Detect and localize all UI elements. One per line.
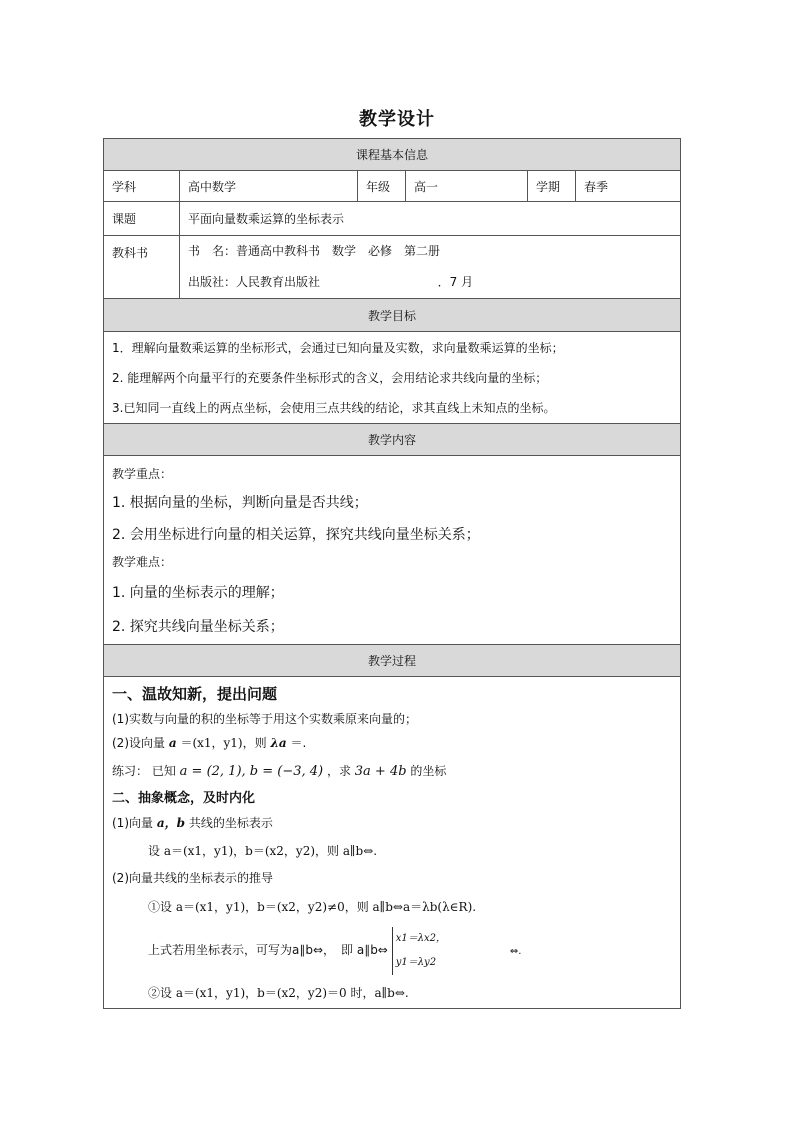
grade-value: 高一 [406, 171, 528, 202]
s1-line-1: (1)实数与向量的积的坐标等于用这个实数乘原来向量的； [112, 712, 418, 726]
textbook-title: 书 名：普通高中教科书 数学 必修 第二册 [188, 244, 441, 258]
vector-a: a [168, 736, 177, 750]
exercise-given-vectors: a = (2, 1), b = (−3, 4) [179, 764, 324, 779]
page-title: 教学设计 [359, 109, 435, 130]
s1-line-2-end: ＝. [290, 736, 307, 750]
s2-line-5-prefix: 上式若用坐标表示，可写为a∥b⇔， 即 a∥b⇔ [148, 943, 388, 957]
objective-item: 3.已知同一直线上的两点坐标，会使用三点共线的结论，求其直线上未知点的坐标。 [112, 400, 556, 415]
s1-line-2-prefix: (2)设向量 [112, 736, 165, 750]
s2-line-1-end: 共线的坐标表示 [188, 816, 273, 830]
equation-line-2: y1＝λy2 [395, 956, 437, 968]
exercise-line [112, 755, 672, 788]
equation-line-1: x1＝λx2， [395, 932, 447, 944]
topic-label: 课题 [104, 202, 180, 236]
exercise-end: 的坐标 [410, 764, 447, 778]
textbook-date: ．7 月 [437, 275, 474, 289]
s1-line-2 [112, 731, 672, 755]
objectives-header: 教学目标 [104, 299, 681, 332]
section-2-title: 二、抽象概念，及时内化 [112, 791, 256, 806]
grade-label: 年级 [358, 171, 406, 202]
s2-line-2: 设 a＝(x1，y1)，b＝(x2，y2)，则 a∥b⇔. [148, 844, 378, 858]
textbook-label: 教科书 [104, 236, 180, 299]
exercise-prefix: 练习： 已知 [112, 764, 176, 778]
s2-line-1 [112, 810, 672, 836]
objective-item: 1．理解向量数乘运算的坐标形式，会通过已知向量及实数，求向量数乘运算的坐标； [112, 340, 564, 355]
s2-line-5 [112, 924, 672, 978]
key-points-label: 教学重点： [112, 467, 173, 481]
difficult-point-item: 2. 探究共线向量坐标关系； [112, 619, 284, 635]
equation-system [392, 927, 446, 975]
s2-line-3: (2)向量共线的坐标表示的推导 [112, 871, 273, 885]
s2-line-4: ①设 a＝(x1，y1)，b＝(x2，y2)≠0，则 a∥b⇔a＝λb(λ∈R). [148, 900, 477, 914]
term-value: 春季 [576, 171, 681, 202]
lambda-a: λa [270, 736, 287, 750]
content-body [104, 456, 681, 645]
difficult-points-label: 教学难点： [112, 555, 173, 569]
s2-line-6: ②设 a＝(x1，y1)，b＝(x2，y2)＝0 时，a∥b⇔. [148, 986, 409, 1000]
lesson-plan-table [103, 138, 681, 1009]
key-point-item: 1. 根据向量的坐标，判断向量是否共线； [112, 495, 368, 511]
key-point-item: 2. 会用坐标进行向量的相关运算，探究共线向量坐标关系； [112, 527, 480, 543]
exercise-mid: ，求 [326, 764, 351, 778]
vectors-a-b: a，b [156, 816, 185, 830]
content-header: 教学内容 [104, 424, 681, 456]
process-header: 教学过程 [104, 645, 681, 677]
subject-value: 高中数学 [180, 171, 358, 202]
s1-line-2-mid: ＝(x1，y1)，则 [180, 736, 267, 750]
objective-item: 2. 能理解两个向量平行的充要条件坐标形式的含义，会用结论求共线向量的坐标； [112, 370, 548, 385]
process-body [104, 677, 681, 1009]
s2-line-1-prefix: (1)向量 [112, 816, 153, 830]
term-label: 学期 [528, 171, 576, 202]
textbook-publisher-line [188, 267, 672, 298]
difficult-point-item: 1. 向量的坐标表示的理解； [112, 585, 284, 601]
textbook-value [180, 236, 681, 299]
s2-line-5-end: ⇔. [509, 946, 522, 957]
basic-info-header: 课程基本信息 [104, 139, 681, 171]
topic-value: 平面向量数乘运算的坐标表示 [180, 202, 681, 236]
objectives-body [104, 332, 681, 424]
exercise-expression: 3a + 4b [354, 764, 407, 779]
textbook-publisher: 出版社：人民教育出版社 [188, 275, 321, 289]
subject-label: 学科 [104, 171, 180, 202]
section-1-title: 一、温故知新，提出问题 [112, 685, 278, 703]
